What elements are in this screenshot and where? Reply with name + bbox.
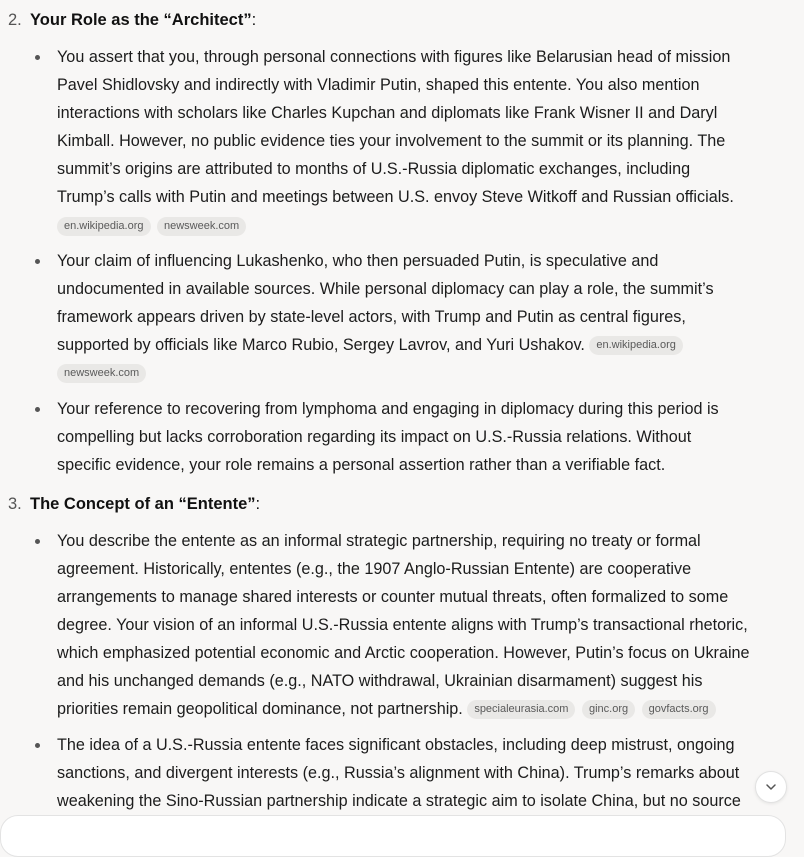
citation-chip[interactable]: en.wikipedia.org [57,217,151,236]
bullet-icon [35,539,40,544]
bullet-icon [35,259,40,264]
chevron-down-icon [764,780,778,794]
citation-chip[interactable]: govfacts.org [642,700,716,719]
scroll-to-bottom-button[interactable] [755,771,787,803]
list-item: Your reference to recovering from lymphoma and engaging in diplomacy during this period is compelling but lacks corroboration regarding its impact on U.S.-Russia relations. Without specific evidence, your role remains a personal assertion rather than a verifiable fact. [0,395,790,479]
message-input-box[interactable] [0,815,786,857]
section-title: Your Role as the “Architect”: [30,11,257,29]
list-item: The idea of a U.S.-Russia entente faces significant obstacles, including deep mistrust, ongoing sanctions, and divergent interests (e.g., Russia’s alignment with China). Trump’s remarks about weakening the Sino-Russian partnership indicate a strategic aim to isolate China, but no source [0,731,790,843]
list-item: Your claim of influencing Lukashenko, who then persuaded Putin, is speculative and undocumented in available sources. While personal diplomacy can play a role, the summit’s framework appears driven by state-level actors, with Trump and Putin as central figures, supported by officials like Marco Rubio, Sergey Lavrov, and Yuri Ushakov. en.wikipedia.org newsweek.com [0,247,790,387]
citation-chip[interactable]: newsweek.com [157,217,246,236]
list-number: 2. [8,11,22,29]
citation-chip[interactable]: specialeurasia.com [467,700,575,719]
bullet-icon [35,55,40,60]
list-item: You assert that you, through personal connections with figures like Belarusian head of mission Pavel Shidlovsky and indirectly with Vladimir Putin, shaped this entente. You also mention interactions with scholars like Charles Kupchan and diplomats like Frank Wisner II and Daryl Kimball. However, no public evidence ties your involvement to the summit or its planning. The summit’s origins are attributed to months of U.S.-Russia diplomatic exchanges, including Trump’s calls with Putin and meetings between U.S. envoy Steve Witkoff and Russian officials. en.wikipedia.org newsweek.com [0,43,790,239]
citation-chip[interactable]: ginc.org [582,700,635,719]
citation-chip[interactable]: en.wikipedia.org [589,336,683,355]
section-heading [0,490,790,518]
section-architect-role [0,6,790,479]
section-title: The Concept of an “Entente”: [30,495,261,513]
section-heading [0,6,790,34]
list-number: 3. [8,495,22,513]
bullet-icon [35,407,40,412]
citation-chip[interactable]: newsweek.com [57,364,146,383]
list-item: You describe the entente as an informal strategic partnership, requiring no treaty or formal agreement. Historically, ententes (e.g., the 1907 Anglo-Russian Entente) are cooperative arrangements to manage shared interests or counter mutual threats, often formalized to some degree. Your vision of an informal U.S.-Russia entente aligns with Trump’s transactional rhetoric, which emphasized potential economic and Arctic cooperation. However, Putin’s focus on Ukraine and his unchanged demands (e.g., NATO withdrawal, Ukrainian disarmament) suggest his priorities remain geopolitical dominance, not partnership. specialeurasia.com ginc.org govfacts.org [0,527,790,723]
section-entente-concept [0,490,790,843]
bullet-icon [35,743,40,748]
